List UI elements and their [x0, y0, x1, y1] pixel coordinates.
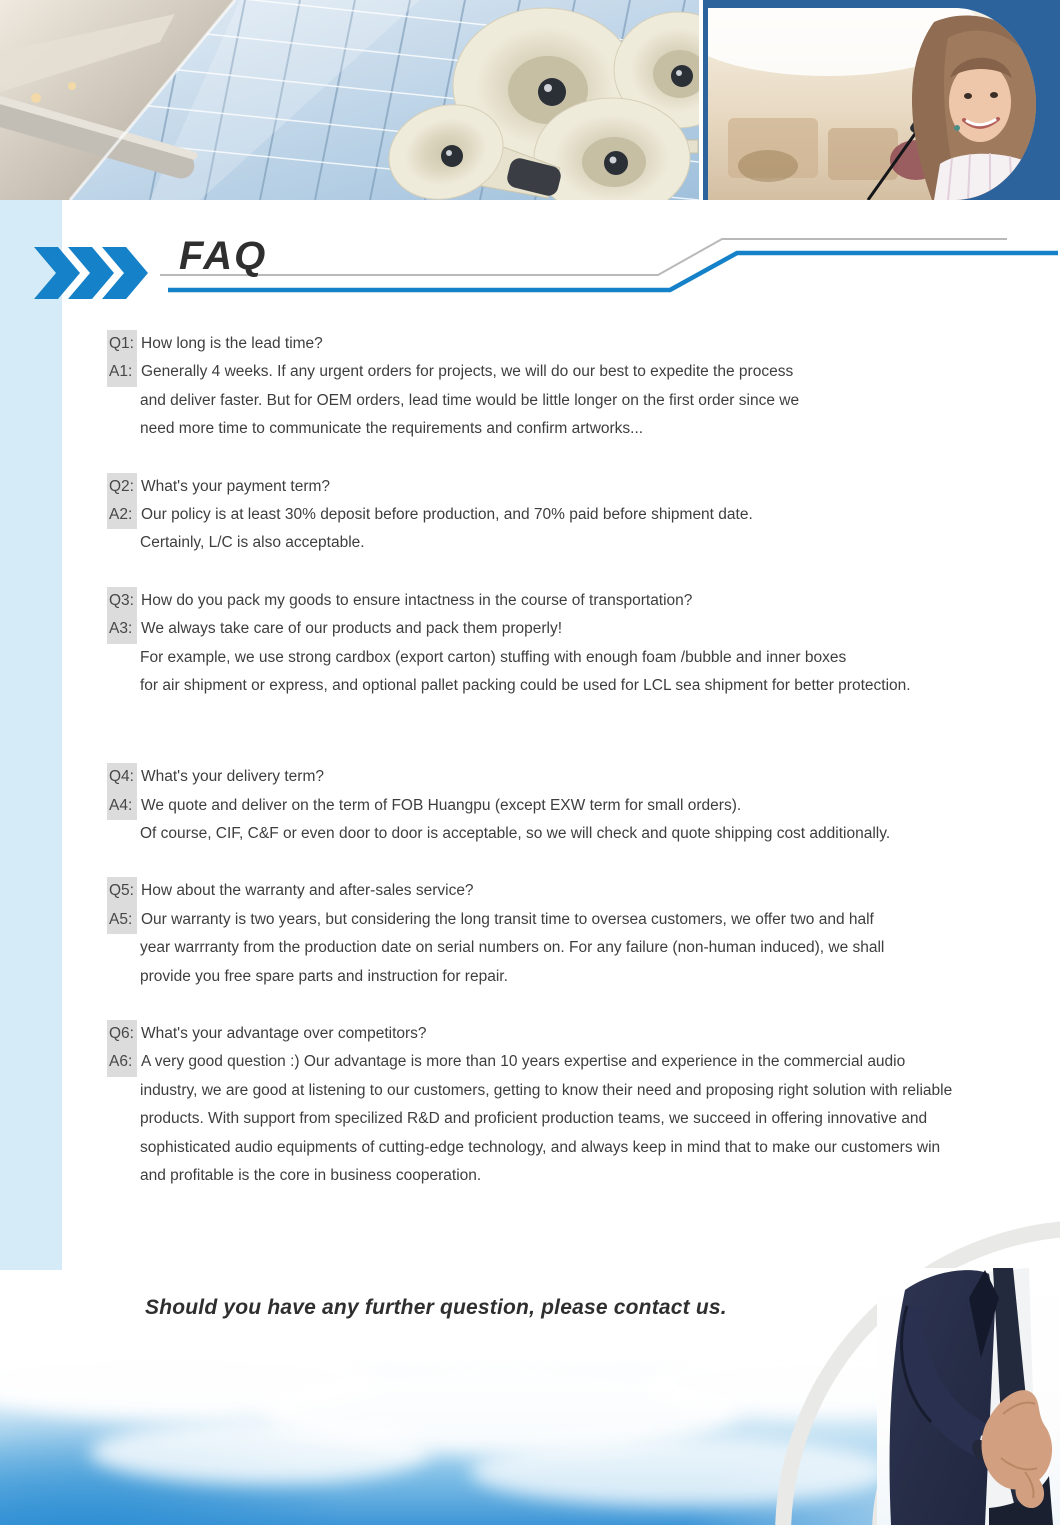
faq-line-text: What's your advantage over competitors? [141, 1025, 427, 1043]
faq-answer-line [107, 934, 1007, 962]
answer-label: A2: [107, 501, 137, 529]
support-agent-panel [703, 0, 1060, 200]
cloud [90, 1420, 430, 1484]
faq-item [107, 763, 1007, 848]
faq-answer-line [107, 963, 1007, 991]
faq-answer-line [107, 672, 1007, 700]
faq-line-text: A very good question :) Our advantage is more than 10 years expertise and experience in the commercial audio [141, 1053, 906, 1071]
faq-line-text: for air shipment or express, and optional pallet packing could be used for LCL sea shipment for better protection. [140, 676, 911, 694]
faq-item [107, 330, 1007, 444]
faq-item [107, 1020, 1007, 1190]
faq-line-text: What's your payment term? [141, 477, 331, 495]
faq-line-text: Certainly, L/C is also acceptable. [140, 534, 365, 552]
question-label: Q5: [107, 877, 137, 905]
faq-line-text: Generally 4 weeks. If any urgent orders for projects, we will do our best to expedite the process [141, 363, 794, 381]
faq-answer-line [107, 1077, 1007, 1105]
faq-question-line [107, 763, 1007, 791]
faq-line-text: sophisticated audio equipments of cutting-edge technology, and always keep in mind that to make our customers win [140, 1138, 941, 1156]
faq-question-line [107, 587, 1007, 615]
faq-line-text: How long is the lead time? [141, 335, 323, 352]
faq-answer-line [107, 529, 1007, 557]
faq-question-line [107, 877, 1007, 905]
faq-line-text: Of course, CIF, C&F or even door to door is acceptable, so we will check and quote shipping cost additionally. [140, 825, 891, 843]
left-accent-strip [0, 200, 62, 1270]
question-label: Q2: [107, 473, 137, 501]
faq-answer-line [107, 906, 1007, 934]
building-speakers-photo [0, 0, 699, 200]
faq-line-text: and profitable is the core in business cooperation. [140, 1166, 482, 1184]
businessman-handshake-photo [877, 1268, 1060, 1525]
page-title: FAQ [179, 234, 268, 278]
faq-line-text: need more time to communicate the requirements and confirm artworks... [140, 420, 644, 438]
support-agent-illustration [708, 8, 1036, 200]
faq-line-text: provide you free spare parts and instruction for repair. [140, 967, 508, 985]
faq-answer-line [107, 820, 1007, 848]
faq-answer-line [107, 1162, 1007, 1190]
faq-answer-line [107, 387, 1007, 415]
faq-answer-line [107, 1105, 1007, 1133]
faq-item [107, 473, 1007, 558]
chevron-right-icon [34, 247, 148, 299]
faq-line-text: How do you pack my goods to ensure intactness in the course of transportation? [141, 591, 693, 609]
faq-question-line [107, 330, 1007, 358]
faq-answer-line [107, 792, 1007, 820]
faq-question-line [107, 1020, 1007, 1048]
faq-line-text: industry, we are good at listening to our customers, getting to know their need and proposing right solution with reliable [140, 1081, 953, 1099]
faq-line-text: We quote and deliver on the term of FOB Huangpu (except EXW term for small orders). [141, 796, 742, 814]
answer-label: A4: [107, 792, 137, 820]
faq-answer-line [107, 644, 1007, 672]
faq-line-text: and deliver faster. But for OEM orders, lead time would be little longer on the first order since we [140, 391, 800, 409]
question-label: Q1: [107, 330, 137, 358]
faq-answer-line [107, 358, 1007, 386]
faq-line-text: year warrranty from the production date on serial numbers on. For any failure (non-human induced), we shall [140, 939, 885, 957]
faq-answer-line [107, 501, 1007, 529]
faq-line-text: We always take care of our products and pack them properly! [141, 620, 563, 638]
faq-answer-line [107, 415, 1007, 443]
heading-divider-lines [0, 228, 1060, 298]
faq-list [107, 330, 1007, 1219]
contact-note: Should you have any further question, please contact us. [145, 1296, 727, 1319]
answer-label: A6: [107, 1048, 137, 1076]
question-label: Q4: [107, 763, 137, 791]
faq-answer-line [107, 1048, 1007, 1076]
faq-item [107, 587, 1007, 701]
answer-label: A3: [107, 615, 137, 643]
faq-line-text: What's your delivery term? [141, 768, 324, 786]
answer-label: A1: [107, 358, 137, 386]
question-label: Q6: [107, 1020, 137, 1048]
faq-line-text: How about the warranty and after-sales service? [141, 882, 474, 900]
faq-line-text: Our policy is at least 30% deposit before production, and 70% paid before shipment date. [141, 505, 753, 523]
faq-line-text: products. With support from specilized R&D and proficient production teams, we succeed in offering innovative and [140, 1110, 928, 1128]
faq-answer-line [107, 1134, 1007, 1162]
building-speakers-illustration [0, 0, 699, 200]
faq-item [107, 877, 1007, 991]
faq-answer-line [107, 615, 1007, 643]
faq-line-text: Our warranty is two years, but considering the long transit time to oversea customers, we offer two and half [141, 910, 874, 928]
faq-line-text: For example, we use strong cardbox (export carton) stuffing with enough foam /bubble and inner boxes [140, 648, 847, 666]
answer-label: A5: [107, 906, 137, 934]
businessman-illustration [877, 1268, 1060, 1525]
question-label: Q3: [107, 587, 137, 615]
banner [0, 0, 1060, 200]
support-agent-photo [708, 8, 1036, 200]
faq-question-line [107, 473, 1007, 501]
